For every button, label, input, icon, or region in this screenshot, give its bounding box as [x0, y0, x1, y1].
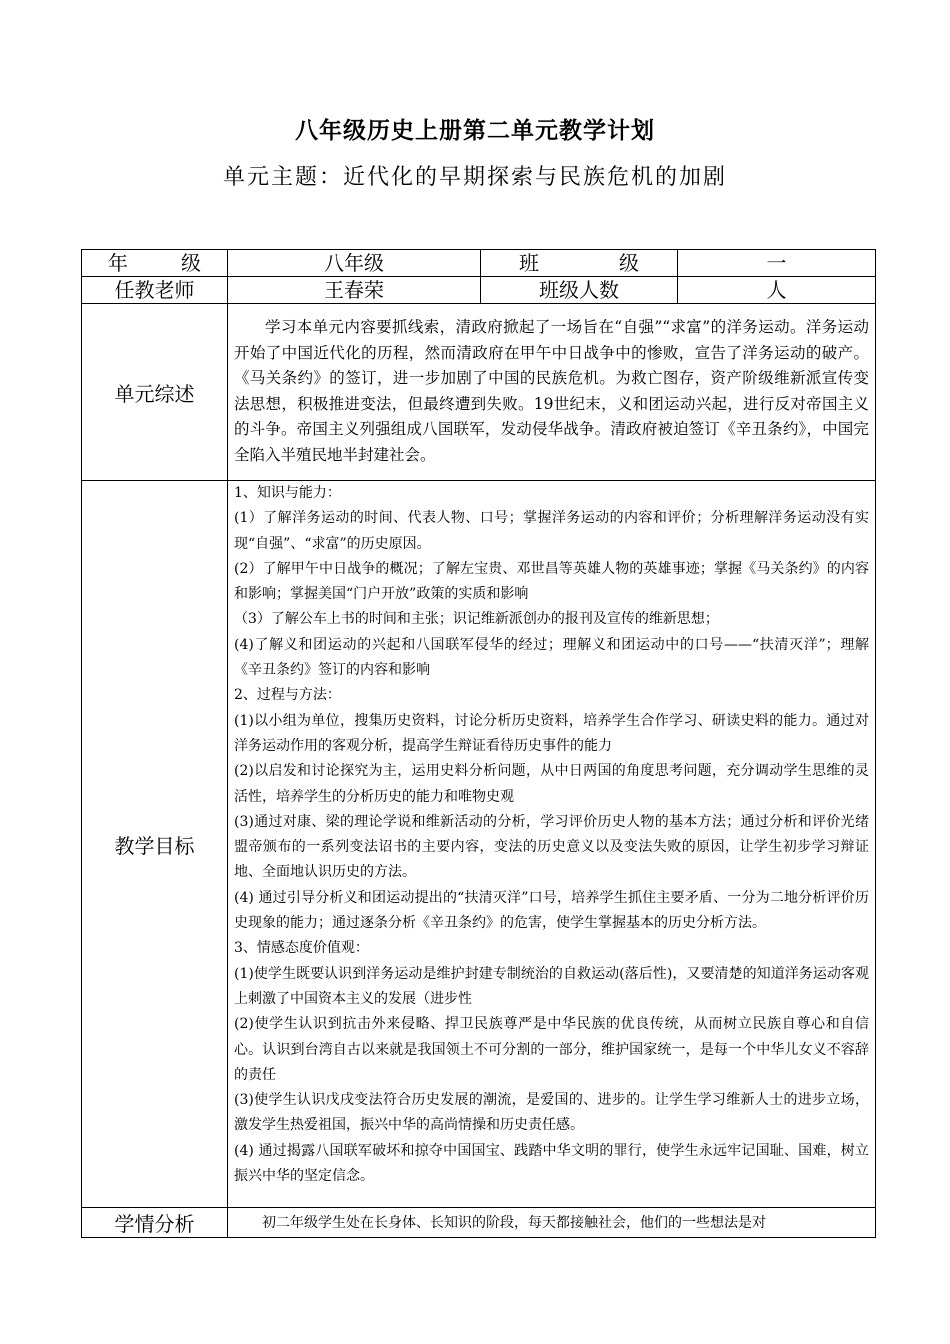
table-row-analysis	[82, 1208, 876, 1238]
analysis-text: 初二年级学生处在长身体、长知识的阶段，每天都接触社会，他们的一些想法是对	[262, 1214, 766, 1231]
table-row-grade	[82, 250, 876, 277]
class-value: 一	[678, 250, 876, 277]
document-subtitle: 单元主题：近代化的早期探索与民族危机的加剧	[222, 165, 727, 190]
goals-cell	[228, 481, 876, 1208]
goals-line: (4)了解义和团运动的兴起和八国联军侵华的经过；理解义和团运动中的口号——“扶清灭洋”；理解《辛丑条约》签订的内容和影响	[234, 636, 869, 679]
table-row-summary	[82, 304, 876, 481]
teaching-plan-table	[81, 249, 876, 1238]
teacher-value: 王春荣	[228, 277, 481, 304]
goals-line: (1）了解洋务运动的时间、代表人物、口号；掌握洋务运动的内容和评价；分析理解洋务运动没有实现“自强”、“求富”的历史原因。	[234, 510, 869, 552]
analysis-cell	[228, 1208, 876, 1238]
grade-label: 年 级	[82, 250, 228, 277]
analysis-label: 学情分析	[82, 1208, 228, 1238]
goals-label: 教学目标	[82, 481, 228, 1208]
goals-line: (4) 通过揭露八国联军破坏和掠夺中国国宝、践踏中华文明的罪行，使学生永远牢记国耻、国难，树立振兴中华的坚定信念。	[234, 1142, 869, 1185]
goals-line: （3）了解公车上书的时间和主张；识记维新派创办的报刊及宣传的维新思想；	[234, 611, 719, 628]
class-size-value: 人	[678, 277, 876, 304]
class-size-label: 班级人数	[481, 277, 678, 304]
table-row-goals	[82, 481, 876, 1208]
goals-line: (2)使学生认识到抗击外来侵略、捍卫民族尊严是中华民族的优良传统，从而树立民族自尊心和自信心。认识到台湾自古以来就是我国领土不可分割的一部分，维护国家统一，是每一个中华儿女义不容辞的责任	[234, 1016, 869, 1083]
goals-line: (2)以启发和讨论探究为主，运用史料分析问题，从中日两国的角度思考问题，充分调动学生思维的灵活性，培养学生的分析历史的能力和唯物史观	[234, 763, 869, 805]
class-label: 班 级	[481, 250, 678, 277]
table-row-teacher	[82, 277, 876, 304]
goals-line: (3)使学生认识戊戌变法符合历史发展的潮流，是爱国的、进步的。让学生学习维新人士的进步立场，激发学生热爱祖国，振兴中华的高尚情操和历史责任感。	[234, 1092, 869, 1134]
summary-label: 单元综述	[82, 304, 228, 481]
teacher-label: 任教老师	[82, 277, 228, 304]
goals-line: (4) 通过引导分析义和团运动提出的“扶清灭洋”口号，培养学生抓住主要矛盾、一分为二地分析评价历史现象的能力；通过逐条分析《辛丑条约》的危害，使学生掌握基本的历史分析方法。	[234, 889, 869, 932]
goals-line: (1)使学生既要认识到洋务运动是维护封建专制统治的自救运动(落后性)，又要清楚的知道洋务运动客观上刺激了中国资本主义的发展（进步性	[234, 965, 869, 1007]
summary-text: 学习本单元内容要抓线索，清政府掀起了一场旨在“自强”“求富”的洋务运动。洋务运动开始了中国近代化的历程，然而清政府在甲午中日战争中的惨败，宣告了洋务运动的破产。《马关条约》的签订，进一步加剧了中国的民族危机。为救亡图存，资产阶级维新派宣传变法思想，积极推进变法，但最终遭到失败。19世纪末，义和团运动兴起，进行反对帝国主义的斗争。帝国主义列强组成八国联军，发动侵华战争。清政府被迫签订《辛丑条约》，中国完全陷入半殖民地半封建社会。	[234, 318, 869, 464]
summary-cell	[228, 304, 876, 481]
goals-line: (1)以小组为单位，搜集历史资料，讨论分析历史资料，培养学生合作学习、研读史料的能力。通过对洋务运动作用的客观分析，提高学生辩证看待历史事件的能力	[234, 712, 869, 754]
goals-line: 1、知识与能力：	[234, 485, 341, 501]
goals-line: 3、情感态度价值观：	[234, 940, 369, 957]
goals-line: (3)通过对康、梁的理论学说和维新活动的分析，学习评价历史人物的基本方法；通过分析和评价光绪 盟帝颁布的一系列变法诏书的主要内容，变法的历史意义以及变法失败的原因，让学生初步学习辩证地、全面地认识历史的方法。	[234, 813, 869, 881]
goals-line: 2、过程与方法：	[234, 687, 341, 704]
grade-value: 八年级	[228, 250, 481, 277]
goals-line: (2）了解甲午中日战争的概况；了解左宝贵、邓世昌等英雄人物的英雄事迹；掌握《马关条约》的内容和影响；掌握美国“门户开放”政策的实质和影响	[234, 560, 869, 603]
document-title: 八年级历史上册第二单元教学计划	[295, 118, 655, 144]
